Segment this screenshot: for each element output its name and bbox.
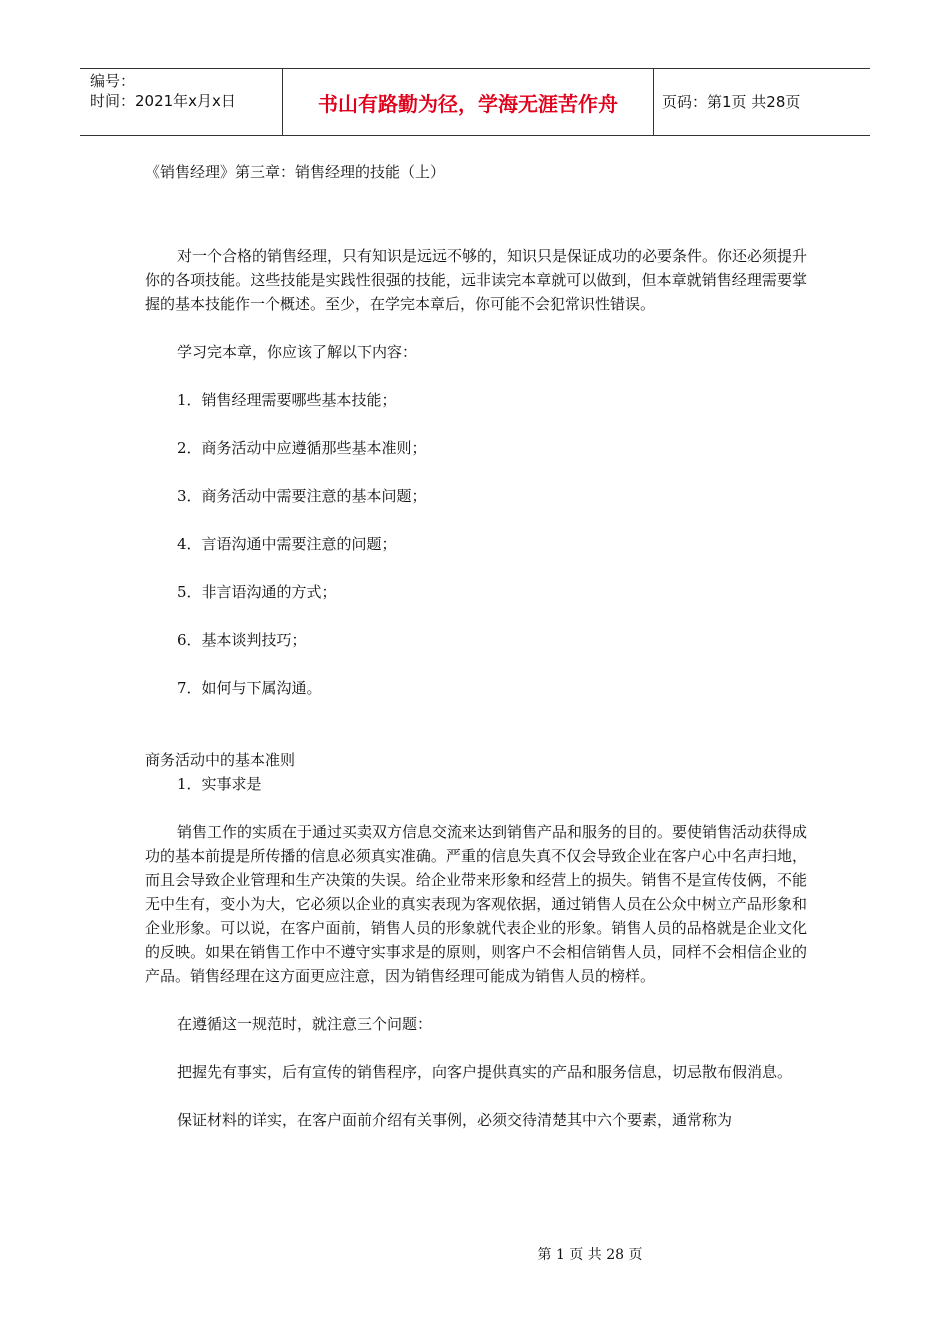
learn-lead: 学习完本章，你应该了解以下内容： <box>177 343 418 361</box>
point-paragraph: 保证材料的详实，在客户面前介绍有关事例，必须交待清楚其中六个要素，通常称为 <box>177 1111 733 1129</box>
header-motto: 书山有路勤为径，学海无涯苦作舟 <box>318 92 618 116</box>
body-paragraph: 销售工作的实质在于通过买卖双方信息交流来达到销售产品和服务的目的。要使销售活动获得成功的基本前提是所传播的信息必须真实准确。严重的信息失真不仅会导致企业在客户心中名声扫地，而且会导致企业管理和生产决策的失误。给企业带来形象和经营上的损失。销售不是宣传伎俩，不能无中生有，变小为大，它必须以企业的真实表现为客观依据，通过销售人员在公众中树立产品形象和企业形象。可以说，在客户面前，销售人员的形象就代表企业的形象。销售人员的品格就是企业文化的反映。如果在销售工作中不遵守实事求是的原则，则客户不会相信销售人员，同样不会相信企业的产品。销售经理在这方面更应注意，因为销售经理可能成为销售人员的榜样。 <box>145 823 808 985</box>
objective-item: 7．如何与下属沟通。 <box>177 679 322 697</box>
header-page-code: 页码：第1页 共28页 <box>662 93 801 111</box>
page-footer: 第 1 页 共 28 页 <box>537 1247 643 1263</box>
document-header-table <box>80 68 870 136</box>
subsection-heading: 1．实事求是 <box>177 775 262 793</box>
number-label: 编号： <box>90 72 136 90</box>
objective-item: 2．商务活动中应遵循那些基本准则； <box>177 439 427 457</box>
objective-item: 1．销售经理需要哪些基本技能； <box>177 391 397 409</box>
chapter-title: 《销售经理》第三章：销售经理的技能（上） <box>145 163 446 181</box>
objective-item: 5．非言语沟通的方式； <box>177 583 337 601</box>
norm-lead: 在遵循这一规范时，就注意三个问题： <box>177 1015 433 1033</box>
header-page-cell <box>654 69 870 135</box>
intro-paragraph: 对一个合格的销售经理，只有知识是远远不够的，知识只是保证成功的必要条件。你还必须提升你的各项技能。这些技能是实践性很强的技能，远非读完本章就可以做到，但本章就销售经理需要掌握的基本技能作一个概述。至少，在学完本章后，你可能不会犯常识性错误。 <box>145 247 808 313</box>
document-body <box>145 150 807 1132</box>
time-label: 时间：2021年x月x日 <box>90 92 236 110</box>
point-paragraph: 把握先有事实，后有宣传的销售程序，向客户提供真实的产品和服务信息，切忌散布假消息。 <box>177 1063 793 1081</box>
header-motto-cell <box>282 69 654 135</box>
header-left-cell <box>80 69 282 135</box>
section-heading: 商务活动中的基本准则 <box>145 751 296 769</box>
objective-item: 6．基本谈判技巧； <box>177 631 307 649</box>
objective-item: 4．言语沟通中需要注意的问题； <box>177 535 397 553</box>
objective-item: 3．商务活动中需要注意的基本问题； <box>177 487 427 505</box>
